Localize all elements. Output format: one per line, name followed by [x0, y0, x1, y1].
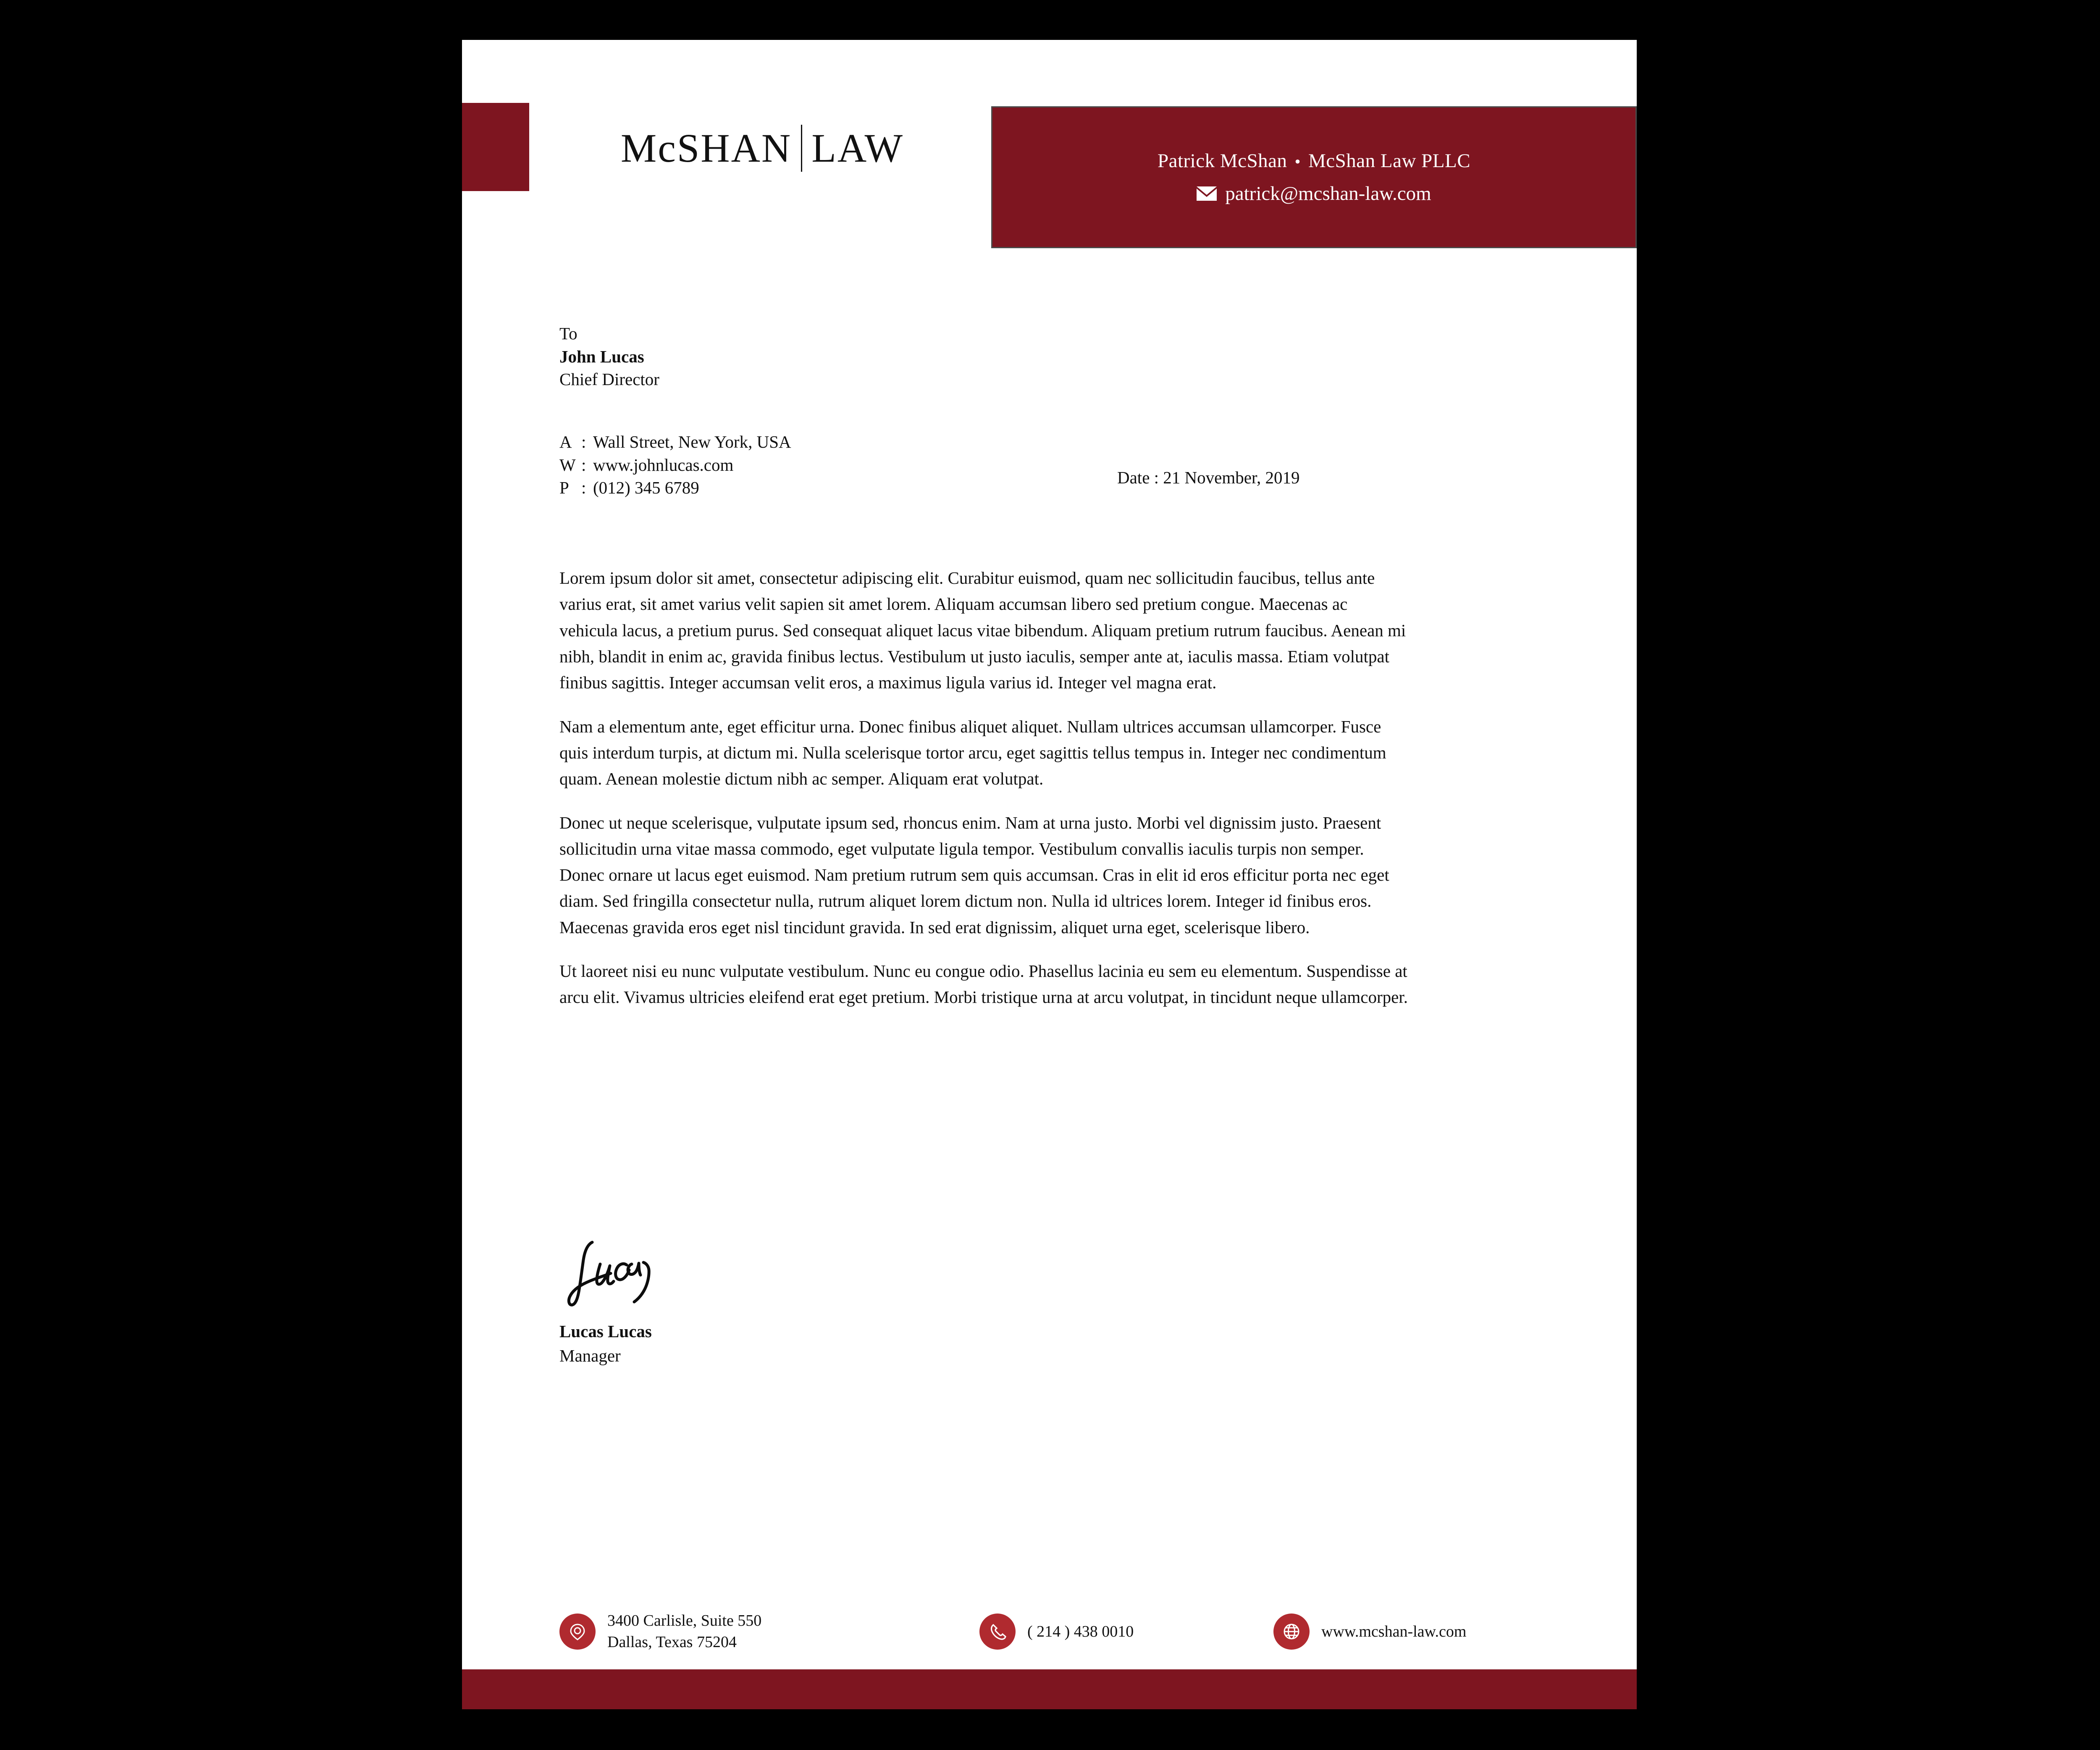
recipient-website-row [559, 454, 791, 477]
phone-colon: : [581, 478, 586, 498]
logo-shan: SHAN [677, 126, 792, 171]
address-key: A [559, 432, 572, 451]
letter-date: Date : 21 November, 2019 [1117, 468, 1300, 487]
recipient-phone-row [559, 476, 791, 499]
footer-website-item[interactable] [1273, 1614, 1609, 1650]
phone-value: (012) 345 6789 [593, 478, 699, 498]
recipient-block [559, 322, 659, 391]
location-pin-icon [559, 1614, 596, 1650]
footer-address-line2: Dallas, Texas 75204 [607, 1633, 737, 1651]
footer-website-text: www.mcshan-law.com [1321, 1622, 1467, 1640]
logo-divider-icon [801, 125, 802, 172]
globe-icon [1273, 1614, 1310, 1650]
body-paragraph-4: Ut laoreet nisi eu nunc vulputate vestibulum. Nunc eu congue odio. Phasellus lacinia eu sem eu elementum. Suspendisse at arcu elit. Vivamus ultricies eleifend erat eget pretium. Morbi tristique urna at arcu volutpat, in tincidunt neque ullamcorper. [559, 961, 1408, 1007]
logo-mc: Mc [620, 126, 677, 171]
footer-address-item [559, 1610, 979, 1653]
header-contact-block [991, 106, 1637, 248]
body-paragraph-3: Donec ut neque scelerisque, vulputate ipsum sed, rhoncus enim. Nam at urna justo. Morbi vel dignissim justo. Praesent sollicitudin urna vitae massa commodo, eget vulputate ligula tempor. Vestibulum convallis iaculis turpis non semper. Donec ornare ut lacus eget euismod. Nam pretium rutrum sem quis accumsan. Cras in elit id eros efficitur porta nec eget diam. Sed fringilla consectetur nulla, rutrum aliquet lorem dictum non. Nulla id ultrices lorem. Integer id finibus eros. Maecenas gravida eros eget nisl tincidunt gravida. In sed erat dignissim, aliquet urna eget, scelerisque libero. [559, 813, 1389, 937]
footer-phone-text: ( 214 ) 438 0010 [1027, 1622, 1134, 1640]
signature-block [559, 1239, 669, 1366]
website-key: W [559, 455, 576, 475]
recipient-name: John Lucas [559, 346, 644, 366]
to-label: To [559, 324, 578, 343]
page-footer [462, 1602, 1637, 1661]
header-accent-bar [462, 103, 529, 191]
recipient-address-row [559, 430, 791, 454]
address-value: Wall Street, New York, USA [593, 432, 791, 451]
phone-icon [979, 1614, 1016, 1650]
body-paragraph-2: Nam a elementum ante, eget efficitur urna. Donec finibus aliquet aliquet. Nullam ultrices accumsan ullamcorper. Fusce quis interdum turpis, at dictum mi. Nulla scelerisque tortor arcu, eget sagittis tellus tempus in. Integer nec condimentum quam. Aenean molestie dictum nibh ac semper. Aliquam erat volutpat. [559, 716, 1386, 789]
brand-logo [578, 111, 947, 185]
header-email-text: patrick@mcshan-law.com [1225, 183, 1431, 205]
envelope-icon [1197, 186, 1217, 201]
footer-address-line1: 3400 Carlisle, Suite 550 [607, 1612, 762, 1630]
footer-address-text [607, 1610, 761, 1653]
header-bullet-separator: • [1294, 152, 1301, 171]
recipient-contact-lines [559, 430, 791, 499]
website-value: www.johnlucas.com [593, 455, 734, 475]
address-colon: : [581, 432, 586, 451]
signer-name: Lucas Lucas [559, 1322, 652, 1341]
signer-role: Manager [559, 1346, 621, 1365]
logo-law: LAW [811, 126, 904, 171]
header-name-firm [1158, 150, 1470, 172]
header-firm-name: McShan Law PLLC [1308, 150, 1471, 172]
recipient-title: Chief Director [559, 370, 659, 389]
footer-accent-bar [462, 1669, 1637, 1709]
website-colon: : [581, 455, 586, 475]
header-email-row[interactable] [1197, 182, 1431, 205]
body-paragraph-1: Lorem ipsum dolor sit amet, consectetur adipiscing elit. Curabitur euismod, quam nec sollicitudin faucibus, tellus ante varius erat, sit amet varius velit sapien sit amet lorem. Aliquam accumsan libero sed pretium congue. Maecenas ac vehicula lacus, a pretium purus. Sed consequat aliquet lacus vitae bibendum. Aliquam pretium rutrum faucibus. Aenean mi nibh, blandit in enim ac, gravida finibus lectus. Vestibulum ut justo iaculis, semper ante at, iaculis massa. Etiam volutpat finibus sagittis. Integer accumsan velit eros, a maximus ligula varius id. Integer vel magna erat. [559, 568, 1406, 693]
header-attorney-name: Patrick McShan [1157, 150, 1287, 172]
footer-phone-item[interactable] [979, 1614, 1273, 1650]
letterhead-page [462, 40, 1637, 1709]
letter-body [559, 565, 1408, 1028]
handwritten-signature-icon [559, 1239, 669, 1310]
phone-key: P [559, 478, 569, 498]
